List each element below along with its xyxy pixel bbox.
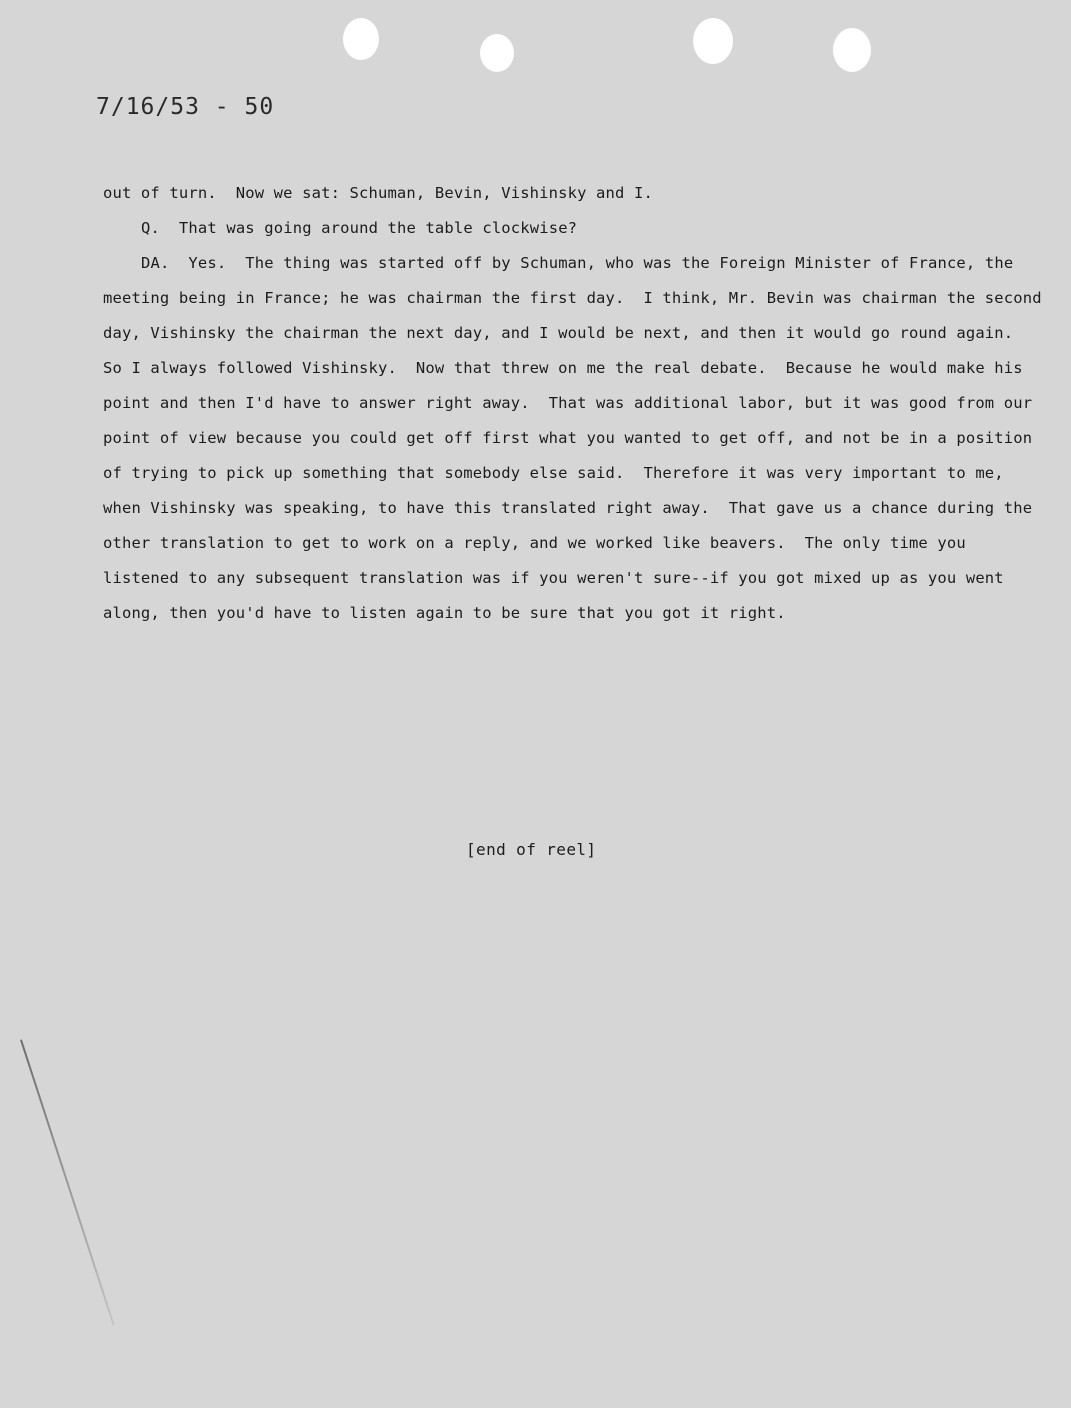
punch-hole <box>343 18 379 60</box>
punch-hole <box>833 28 871 72</box>
paragraph: Q. That was going around the table clockwise? <box>141 219 578 237</box>
transcript-body <box>103 176 1052 631</box>
paragraph: DA. Yes. The thing was started off by Schuman, who was the Foreign Minister of France, the meeting being in France; he was chairman the first day. I think, Mr. Bevin was chairman the second day, Vishinsky the chairman the next day, and I would be next, and then it would go round again. So I always followed Vishinsky. Now that threw on me the real debate. Because he would make his point and then I'd have to answer right away. That was additional labor, but it was good from our point of view because you could get off first what you wanted to get off, and not be in a position of trying to pick up something that somebody else said. Therefore it was very important to me, when Vishinsky was speaking, to have this translated right away. That gave us a chance during the other translation to get to work on a reply, and we worked like beavers. The only time you listened to any subsequent translation was if you weren't sure--if you got mixed up as you went along, then you'd have to listen again to be sure that you got it right. <box>103 254 1052 622</box>
paper-scratch-mark <box>20 1039 115 1325</box>
end-of-reel-note: [end of reel] <box>466 840 597 859</box>
paragraph: out of turn. Now we sat: Schuman, Bevin, Vishinsky and I. <box>103 184 653 202</box>
punch-hole <box>693 18 733 64</box>
punch-hole <box>480 34 514 72</box>
page-reference: 7/16/53 - 50 <box>96 94 275 120</box>
